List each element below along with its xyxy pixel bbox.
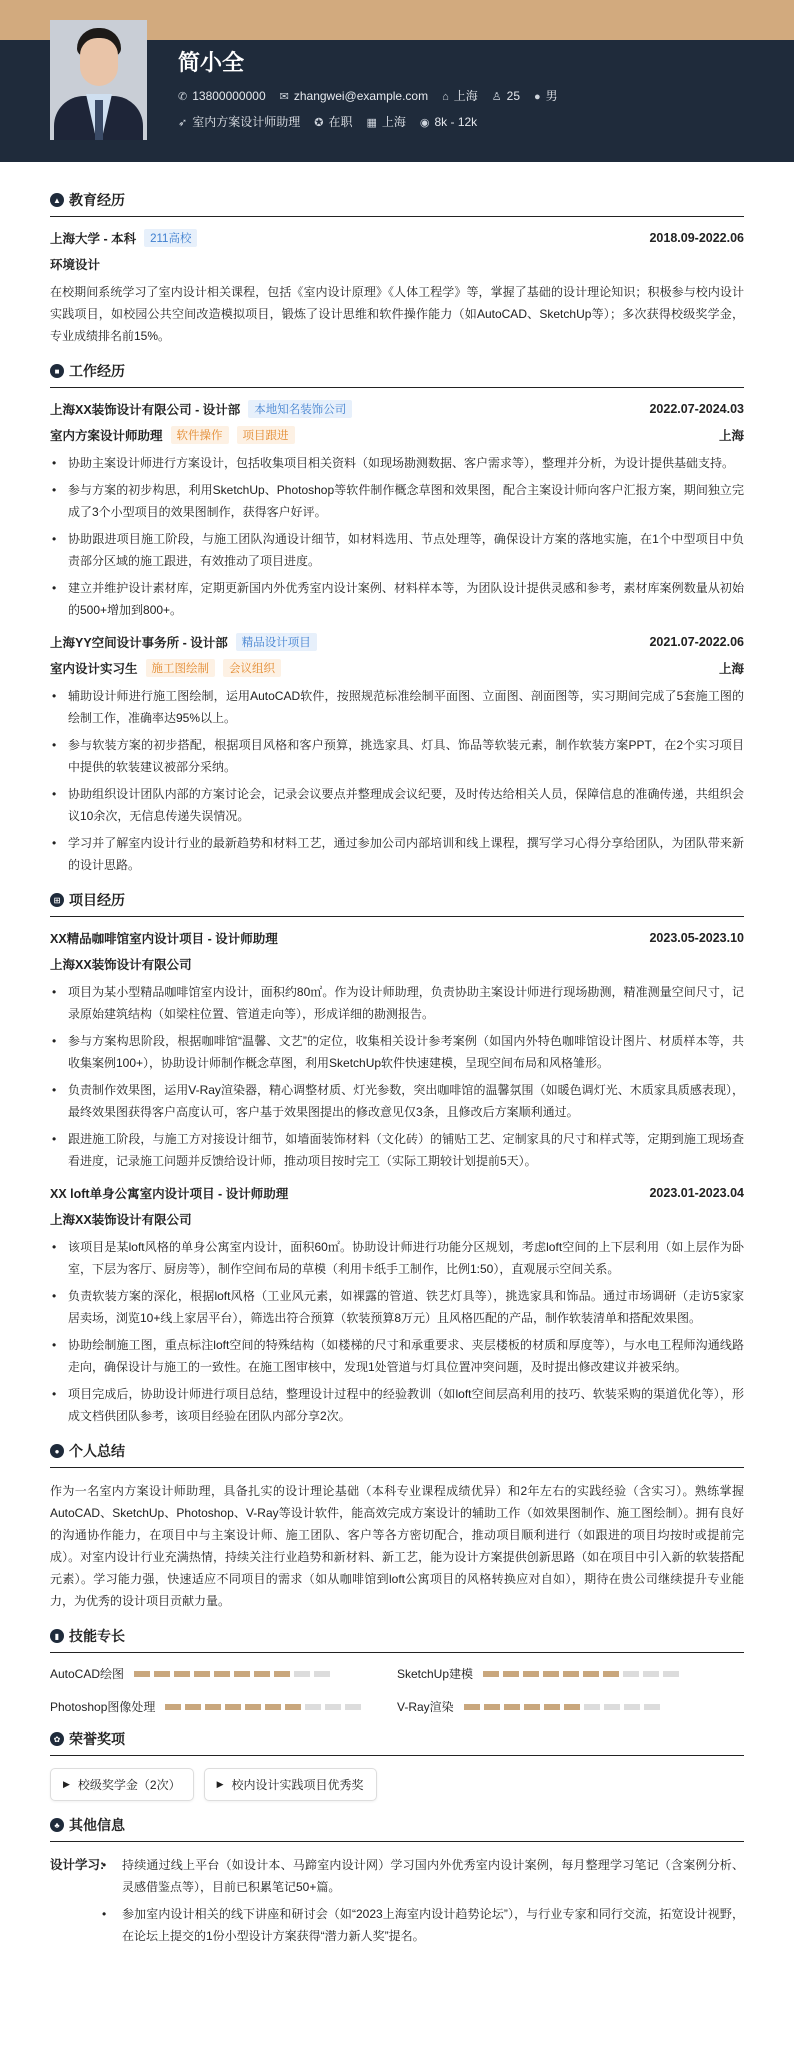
skills-section — [50, 1626, 744, 1715]
skill-name: SketchUp建模 — [397, 1667, 474, 1681]
skill-segment — [345, 1704, 361, 1710]
work-item — [50, 633, 744, 876]
section-title: 个人总结 — [69, 1443, 125, 1459]
list-item: • 协助跟进项目施工阶段，与施工团队沟通设计细节，如材料选用、节点处理等，确保设计方案的落地实施，在1个中型项目中负责部分区域的施工跟进，有效推动了项目进度。 — [50, 528, 744, 572]
skill-segment — [484, 1704, 500, 1710]
gender-icon: ● — [534, 91, 541, 103]
skill-segment — [523, 1671, 539, 1677]
skill-segment — [254, 1671, 270, 1677]
list-item: • 参加室内设计相关的线下讲座和研讨会（如“2023上海室内设计趋势论坛”），与行业专家和同行交流，拓宽设计视野，在论坛上提交的1份小型设计方案获得“潜力新人奖”提名。 — [100, 1903, 744, 1947]
work-header — [50, 400, 744, 418]
email: zhangwei@example.com — [293, 88, 429, 103]
skill-segment — [623, 1671, 639, 1677]
skill-segment — [285, 1704, 301, 1710]
skill-segment — [325, 1704, 341, 1710]
work-city: 上海 — [718, 429, 744, 443]
summary-text: 作为一名室内方案设计师助理，具备扎实的设计理论基础（本科专业课程成绩优异）和2年左右的实践经验（含实习）。熟练掌握AutoCAD、SketchUp、Photoshop、V-Ray等设计软件，能高效完成方案设计的辅助工作（如效果图制作、施工图绘制）。拥有良好的沟通协作能力，在项目中与主案设计师、施工团队、客户等各方密切配合，推动项目顺利进行（如跟进的项目均按时或提前完成）。对室内设计行业充满热情，持续关注行业趋势和新材料、新工艺，能为设计方案提供创新思路（如在项目中引入新的软装搭配元素）。学习能力强，快速适应不同项目的需求（如从咖啡馆到loft公寓项目的风格转换应对自如），期待在贵公司继续提升专业能力，为优秀的设计项目贡献力量。 — [50, 1484, 744, 1608]
avatar-photo — [50, 20, 147, 140]
skill-level-bar — [165, 1704, 361, 1710]
skill-tag: 软件操作 — [171, 426, 229, 444]
other-label: 设计学习: — [50, 1858, 105, 1872]
target-city: 上海 — [381, 115, 406, 129]
school-tag: 211高校 — [144, 229, 197, 247]
job-status: 在职 — [328, 115, 353, 129]
grid-icon: ⊞ — [50, 893, 64, 907]
send-icon: ➶ — [178, 117, 188, 129]
work-section — [50, 361, 744, 876]
project-date: 2023.01-2023.04 — [649, 1186, 744, 1200]
section-title: 荣誉奖项 — [69, 1731, 125, 1747]
skill-segment — [294, 1671, 310, 1677]
section-title: 技能专长 — [69, 1628, 125, 1644]
work-date: 2022.07-2024.03 — [649, 402, 744, 416]
skill-segment — [543, 1671, 559, 1677]
briefcase-icon: ■ — [50, 364, 64, 378]
skill-segment — [663, 1671, 679, 1677]
project-company-row — [50, 1210, 744, 1228]
bullet-list — [50, 685, 744, 876]
project-header — [50, 1184, 744, 1202]
role-left — [50, 426, 295, 444]
target-position: 室内方案设计师助理 — [192, 115, 301, 129]
list-item: • 负责软装方案的深化，根据loft风格（工业风元素，如裸露的管道、铁艺灯具等），挑选家具和饰品。通过市场调研（走访5家家居卖场，浏览10+线上家居平台），筛选出符合预算（软装预算8万元）且风格匹配的产品，制作软装清单和搭配效果图。 — [50, 1285, 744, 1329]
award-item — [50, 1768, 194, 1801]
skill-segment — [185, 1704, 201, 1710]
skill-segment — [214, 1671, 230, 1677]
edu-desc: 在校期间系统学习了室内设计相关课程，包括《室内设计原理》《人体工程学》等，掌握了基础的设计理论知识；积极参与校内设计实践项目，如校园公共空间改造模拟项目，锻炼了设计思维和软件操作能力（如AutoCAD、SketchUp等）；多次获得校级奖学金，专业成绩排名前15%。 — [50, 285, 744, 343]
list-item: • 协助组织设计团队内部的方案讨论会，记录会议要点并整理成会议纪要，及时传达给相关人员，保障信息的准确传递，共组织会议10余次，无信息传递失误情况。 — [50, 783, 744, 827]
tree-icon: ♣ — [50, 1818, 64, 1832]
project-date: 2023.05-2023.10 — [649, 931, 744, 945]
project-name: XX loft单身公寓室内设计项目 - 设计师助理 — [50, 1187, 289, 1201]
skill-segment — [563, 1671, 579, 1677]
role: 室内方案设计师助理 — [50, 429, 163, 443]
project-name: XX精品咖啡馆室内设计项目 - 设计师助理 — [50, 932, 278, 946]
chart-icon: ▮ — [50, 1629, 64, 1643]
skill-segment — [245, 1704, 261, 1710]
skill-name: AutoCAD绘图 — [50, 1667, 125, 1681]
cake-icon: ♙ — [491, 90, 502, 103]
skill-item — [397, 1698, 744, 1715]
skill-segment — [604, 1704, 620, 1710]
skill-segment — [234, 1671, 250, 1677]
skill-segment — [483, 1671, 499, 1677]
company: 上海YY空间设计事务所 - 设计部 — [50, 636, 228, 650]
project-item — [50, 929, 744, 1172]
phone-icon: ✆ — [178, 90, 188, 103]
list-item: • 该项目是某loft风格的单身公寓室内设计，面积60㎡。协助设计师进行功能分区规划，考虑loft空间的上下层利用（如上层作为卧室，下层为客厅、厨房等），制作空间布局的草模（利用卡纸手工制作，比例1:50），直观展示空间关系。 — [50, 1236, 744, 1280]
skill-segment — [464, 1704, 480, 1710]
skill-level-bar — [464, 1704, 660, 1710]
work-city: 上海 — [718, 662, 744, 676]
school: 上海大学 - 本科 — [50, 232, 137, 246]
skill-segment — [154, 1671, 170, 1677]
list-item: • 项目为某小型精品咖啡馆室内设计，面积约80㎡。作为设计师助理，负责协助主案设计师进行现场勘测，精准测量空间尺寸，记录原始建筑结构（如梁柱位置、管道走向等），形成详细的勘测报告。 — [50, 981, 744, 1025]
list-item: • 协助绘制施工图，重点标注loft空间的特殊结构（如楼梯的尺寸和承重要求、夹层楼板的材质和厚度等），与水电工程师沟通线路走向，确保设计与施工的一致性。在施工图审核中，发现1处管道与灯具位置冲突问题，及时提出修改建议并被采纳。 — [50, 1334, 744, 1378]
role-row — [50, 426, 744, 444]
triangle-icon: ▶ — [216, 1779, 224, 1789]
skill-segment — [603, 1671, 619, 1677]
bullet-list — [50, 452, 744, 621]
list-item: • 协助主案设计师进行方案设计，包括收集项目相关资料（如现场勘测数据、客户需求等），整理并分析，为设计提供基础支持。 — [50, 452, 744, 474]
list-item: • 项目完成后，协助设计师进行项目总结，整理设计过程中的经验教训（如loft空间层高利用的技巧、软装采购的渠道优化等），形成文档供团队参考，该项目经验在团队内部分享2次。 — [50, 1383, 744, 1427]
skill-tag: 会议组织 — [223, 659, 281, 677]
company-tag: 精品设计项目 — [236, 633, 317, 651]
skill-segment — [174, 1671, 190, 1677]
summary-section — [50, 1441, 744, 1612]
phone: 13800000000 — [192, 88, 266, 103]
skill-segment — [504, 1704, 520, 1710]
skill-segment — [584, 1704, 600, 1710]
work-item — [50, 400, 744, 621]
skill-name: V-Ray渲染 — [397, 1700, 454, 1714]
education-section — [50, 190, 744, 347]
list-item: • 参与软装方案的初步搭配，根据项目风格和客户预算，挑选家具、灯具、饰品等软装元素，制作软装方案PPT，在2个实习项目中提供的软装建议被部分采纳。 — [50, 734, 744, 778]
skill-segment — [624, 1704, 640, 1710]
user-icon: ● — [50, 1444, 64, 1458]
skill-segment — [225, 1704, 241, 1710]
role-left — [50, 659, 281, 677]
skill-tag: 项目跟进 — [237, 426, 295, 444]
work-left — [50, 633, 317, 651]
skill-tag: 施工图绘制 — [146, 659, 216, 677]
work-header — [50, 633, 744, 651]
salary: 8k - 12k — [434, 114, 478, 129]
role: 室内设计实习生 — [50, 662, 138, 676]
project-header — [50, 929, 744, 947]
awards-section — [50, 1729, 744, 1801]
skill-level-bar — [483, 1671, 679, 1677]
skill-item — [50, 1698, 397, 1715]
email-icon: ✉ — [279, 90, 289, 103]
skill-level-bar — [134, 1671, 330, 1677]
skill-segment — [314, 1671, 330, 1677]
skill-segment — [165, 1704, 181, 1710]
money-icon: ◉ — [419, 116, 430, 129]
skill-name: Photoshop图像处理 — [50, 1700, 156, 1714]
section-title: 项目经历 — [69, 892, 125, 908]
skill-segment — [644, 1704, 660, 1710]
section-title: 工作经历 — [69, 363, 125, 379]
skill-segment — [583, 1671, 599, 1677]
skill-segment — [265, 1704, 281, 1710]
project-company: 上海XX装饰设计有限公司 — [50, 1213, 192, 1227]
home-icon: ⌂ — [442, 91, 449, 103]
skill-segment — [305, 1704, 321, 1710]
other-section — [50, 1815, 744, 1952]
gender: 男 — [545, 89, 558, 103]
work-left — [50, 400, 352, 418]
list-item: • 跟进施工阶段，与施工方对接设计细节，如墙面装饰材料（文化砖）的铺贴工艺、定制家具的尺寸和样式等，定期到施工现场查看进度，记录施工问题并反馈给设计师，推动项目按时完工（实际工期较计划提前5天）。 — [50, 1128, 744, 1172]
skill-segment — [564, 1704, 580, 1710]
award-name: 校内设计实践项目优秀奖 — [231, 1778, 364, 1792]
skill-item — [50, 1665, 397, 1682]
list-item: • 学习并了解室内设计行业的最新趋势和材料工艺，通过参加公司内部培训和线上课程，撰写学习心得分享给团队，为团队带来新的设计思路。 — [50, 832, 744, 876]
skill-segment — [503, 1671, 519, 1677]
candidate-name: 简小全 — [178, 50, 245, 75]
building-icon: ▦ — [366, 117, 377, 129]
list-item: • 持续通过线上平台（如设计本、马蹄室内设计网）学习国内外优秀室内设计案例，每月整理学习笔记（含案例分析、灵感借鉴点等），目前已积累笔记50+篇。 — [100, 1854, 744, 1898]
project-company: 上海XX装饰设计有限公司 — [50, 958, 192, 972]
triangle-icon: ▶ — [63, 1779, 70, 1789]
skill-item — [397, 1665, 744, 1682]
skill-segment — [134, 1671, 150, 1677]
skill-segment — [205, 1704, 221, 1710]
skill-segment — [524, 1704, 540, 1710]
status-icon: ✪ — [314, 117, 324, 129]
major: 环境设计 — [50, 258, 101, 272]
list-item: • 建立并维护设计素材库，定期更新国内外优秀室内设计案例、材料样本等，为团队设计提供灵感和参考，素材库案例数量从初始的500+增加到800+。 — [50, 577, 744, 621]
company: 上海XX装饰设计有限公司 - 设计部 — [50, 403, 241, 417]
profile-header — [0, 40, 794, 162]
edu-date: 2018.09-2022.06 — [649, 231, 744, 245]
location: 上海 — [453, 89, 478, 103]
list-item: • 参与方案的初步构思，利用SketchUp、Photoshop等软件制作概念草图和效果图，配合主案设计师向客户汇报方案，期间独立完成了3个小型项目的效果图制作，获得客户好评。 — [50, 479, 744, 523]
list-item: • 负责制作效果图，运用V-Ray渲染器，精心调整材质、灯光参数，突出咖啡馆的温馨氛围（如暖色调灯光、木质家具质感表现），最终效果图获得客户高度认可，客户基于效果图提出的修改意见仅3条，且修改后方案顺利通过。 — [50, 1079, 744, 1123]
skill-segment — [643, 1671, 659, 1677]
section-title: 教育经历 — [69, 192, 125, 208]
work-date: 2021.07-2022.06 — [649, 635, 744, 649]
skill-segment — [194, 1671, 210, 1677]
project-section — [50, 890, 744, 1427]
award-name: 校级奖学金（2次） — [77, 1778, 181, 1792]
medal-icon: ✿ — [50, 1732, 64, 1746]
company-tag: 本地知名装饰公司 — [248, 400, 352, 418]
project-item — [50, 1184, 744, 1427]
role-row — [50, 659, 744, 677]
graduation-cap-icon: ▲ — [50, 193, 64, 207]
age: 25 — [506, 88, 521, 103]
section-title: 其他信息 — [69, 1817, 125, 1833]
list-item: • 辅助设计师进行施工图绘制，运用AutoCAD软件，按照规范标准绘制平面图、立面图、剖面图等，实习期间完成了5套施工图的绘制工作，准确率达95%以上。 — [50, 685, 744, 729]
award-item — [204, 1768, 377, 1801]
bullet-list — [50, 981, 744, 1172]
skill-segment — [274, 1671, 290, 1677]
list-item: • 参与方案构思阶段，根据咖啡馆“温馨、文艺”的定位，收集相关设计参考案例（如国内外特色咖啡馆设计图片、材质样本等，共收集案例100+），协助设计师制作概念草图，利用SketchUp软件快速建模，呈现空间布局和风格雏形。 — [50, 1030, 744, 1074]
project-company-row — [50, 955, 744, 973]
bullet-list — [50, 1236, 744, 1427]
skill-segment — [544, 1704, 560, 1710]
